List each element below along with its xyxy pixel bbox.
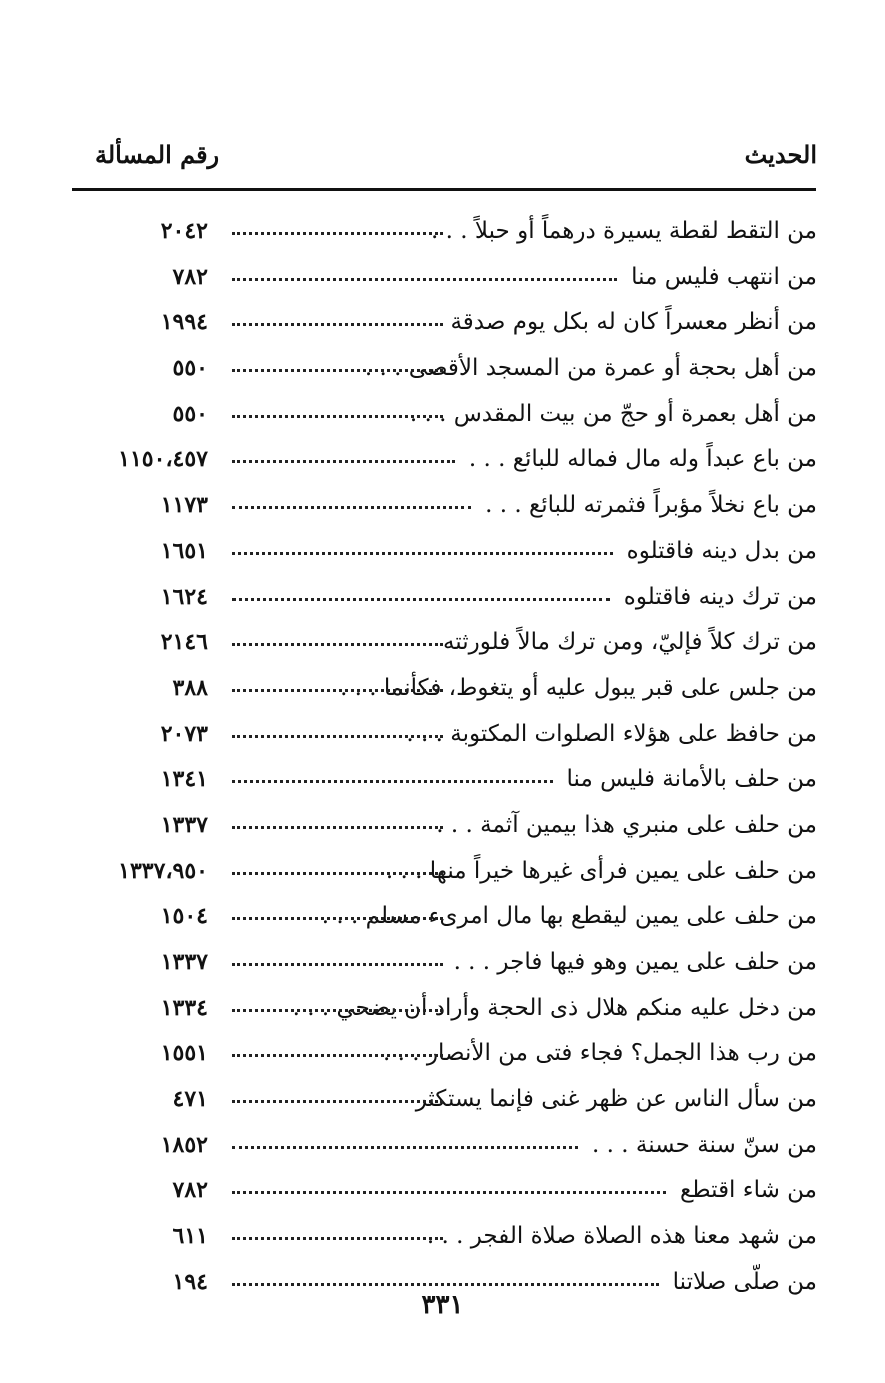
issue-number: ١١٧٣: [160, 492, 208, 519]
leader-dots: [232, 1100, 443, 1103]
page-number: ٣٣١: [421, 1290, 464, 1320]
issue-number: ٥٥٠: [172, 355, 208, 382]
leader-dots: [232, 552, 613, 555]
leader-dots: [232, 415, 443, 418]
header-rule: [72, 188, 816, 191]
leader-dots: [232, 826, 443, 829]
hadith-text: من حلف على يمين وهو فيها فاجر . . .: [453, 949, 817, 975]
hadith-text: من بدل دينه فاقتلوه: [626, 537, 817, 564]
index-row: [0, 760, 885, 806]
issue-number: ١٣٣٧،٩٥٠: [118, 857, 208, 884]
leader-dots: [232, 598, 610, 601]
issue-number: ٥٥٠: [172, 400, 208, 427]
leader-dots: [232, 1191, 666, 1194]
issue-number: ٢١٤٦: [160, 629, 208, 656]
issue-number: ١٣٤١: [160, 766, 208, 793]
index-row: [0, 303, 885, 349]
index-row: [0, 715, 885, 761]
leader-dots: [232, 689, 443, 692]
leader-dots: [232, 917, 443, 920]
leader-dots: [232, 369, 443, 372]
leader-dots: [232, 1283, 659, 1286]
index-row: [0, 212, 885, 258]
leader-dots: [232, 506, 471, 509]
hadith-text: من صلّى صلاتنا: [672, 1268, 817, 1295]
hadith-text: من حلف على يمين ليقطع بها مال امرىء مسلم . . .: [321, 903, 817, 930]
hadith-text: من حلف بالأمانة فليس منا: [566, 766, 817, 793]
leader-dots: [232, 1237, 443, 1240]
hadith-text: من انتهب فليس منا: [631, 263, 817, 290]
column-header-hadith: الحديث: [744, 140, 817, 169]
index-row: [0, 395, 885, 441]
issue-number: ١٨٥٢: [160, 1131, 208, 1158]
hadith-text: من أهل بحجة أو عمرة من المسجد الأقصى . . .: [364, 355, 817, 382]
index-row: [0, 623, 885, 669]
hadith-text: من شهد معنا هذه الصلاة صلاة الفجر . . .: [426, 1223, 817, 1250]
issue-number: ١٦٢٤: [160, 583, 208, 610]
issue-number: ٤٧١: [172, 1086, 208, 1113]
index-row: [0, 1080, 885, 1126]
hadith-text: من شاء اقتطع: [680, 1177, 817, 1204]
leader-dots: [232, 323, 443, 326]
leader-dots: [232, 232, 443, 235]
index-row: [0, 897, 885, 943]
issue-number: ٦١١: [172, 1223, 208, 1250]
hadith-text: من دخل عليه منكم هلال ذى الحجة وأراد أن يضحي . . .: [292, 994, 817, 1021]
index-list: [0, 212, 885, 1309]
hadith-text: من ترك كلاً فإليّ، ومن ترك مالاً فلورثته: [442, 629, 817, 656]
issue-number: ١٣٣٤: [160, 994, 208, 1021]
hadith-text: من سأل الناس عن ظهر غنى فإنما يستكثر: [415, 1086, 817, 1113]
hadith-text: من سنّ سنة حسنة . . .: [592, 1131, 817, 1158]
issue-number: ٧٨٢: [172, 1177, 208, 1204]
issue-number: ٢٠٧٣: [160, 720, 208, 747]
issue-number: ١٩٤: [172, 1268, 208, 1295]
issue-number: ١٦٥١: [160, 537, 208, 564]
leader-dots: [232, 1054, 443, 1057]
issue-number: ١٥٠٤: [160, 903, 208, 930]
leader-dots: [232, 735, 443, 738]
issue-number: ١٣٣٧: [160, 811, 208, 838]
leader-dots: [232, 460, 455, 463]
index-row: [0, 989, 885, 1035]
issue-number: ١٩٩٤: [160, 309, 208, 336]
issue-number: ٧٨٢: [172, 263, 208, 290]
hadith-text: من باع نخلاً مؤبراً فثمرته للبائع . . .: [485, 492, 817, 519]
leader-dots: [232, 1146, 578, 1149]
leader-dots: [232, 872, 443, 875]
hadith-text: من حلف على منبري هذا بيمين آثمة . . .: [436, 811, 817, 838]
index-row: [0, 1034, 885, 1080]
issue-number: ٢٠٤٢: [160, 218, 208, 244]
column-header-issue-number: رقم المسألة: [95, 140, 220, 169]
index-row: [0, 349, 885, 395]
leader-dots: [232, 963, 443, 966]
index-row: [0, 258, 885, 304]
hadith-text: من التقط لقطة يسيرة درهماً أو حبلاً . . .: [431, 218, 817, 244]
leader-dots: [232, 780, 553, 783]
index-row: [0, 1171, 885, 1217]
hadith-text: من جلس على قبر يبول عليه أو يتغوط، فكأنما . . .: [340, 674, 817, 701]
hadith-text: من أهل بعمرة أو حجّ من بيت المقدس . . .: [409, 400, 817, 427]
index-row: [0, 669, 885, 715]
index-row: [0, 806, 885, 852]
leader-dots: [232, 1009, 443, 1012]
leader-dots: [232, 278, 617, 281]
hadith-text: من رب هذا الجمل؟ فجاء فتى من الأنصار . . .: [383, 1040, 817, 1067]
hadith-text: من أنظر معسراً كان له بكل يوم صدقة: [450, 309, 817, 336]
index-row: [0, 486, 885, 532]
leader-dots: [232, 643, 443, 646]
issue-number: ١٥٥١: [160, 1040, 208, 1067]
index-row: [0, 578, 885, 624]
hadith-text: من حافظ على هؤلاء الصلوات المكتوبة . . .: [406, 720, 817, 747]
index-row: [0, 852, 885, 898]
index-row: [0, 532, 885, 578]
hadith-text: من حلف على يمين فرأى غيرها خيراً منها . . .: [385, 857, 817, 884]
index-row: [0, 440, 885, 486]
index-row: [0, 1217, 885, 1263]
hadith-text: من ترك دينه فاقتلوه: [623, 583, 817, 610]
index-row: [0, 1126, 885, 1172]
index-row: [0, 943, 885, 989]
hadith-text: من باع عبداً وله مال فماله للبائع . . .: [468, 446, 817, 473]
issue-number: ١٣٣٧: [160, 949, 208, 975]
issue-number: ٣٨٨: [172, 674, 208, 701]
issue-number: ١١٥٠،٤٥٧: [118, 446, 208, 473]
